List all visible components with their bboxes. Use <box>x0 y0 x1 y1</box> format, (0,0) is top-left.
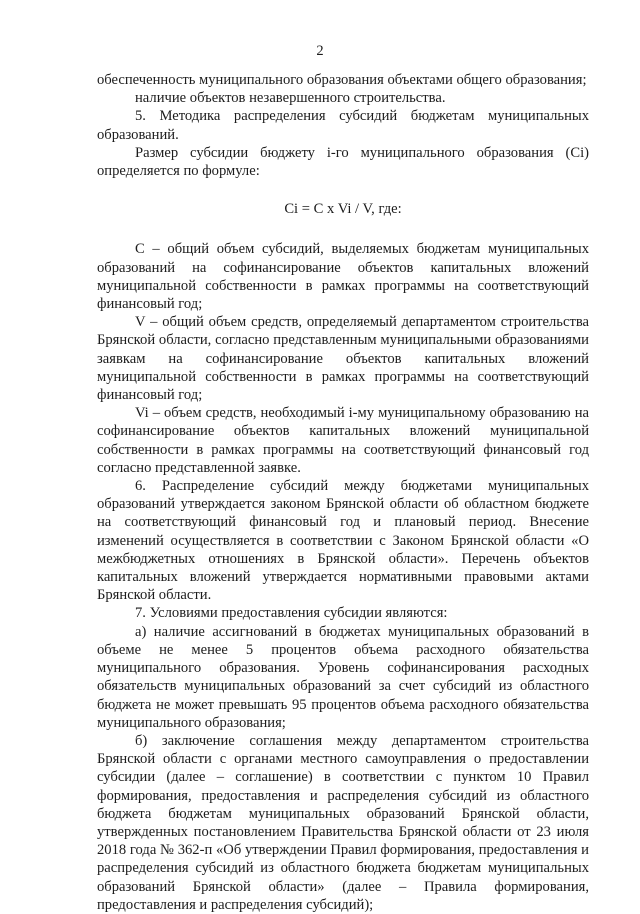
formula: Ci = C x Vi / V, где: <box>284 201 402 218</box>
paragraph-condition-b: б) заключение соглашения между департаментом строительства Брянской области с органами местного самоуправления о предоставлении субсидии (далее – соглашение) в соответствии с пунктом 10 Правил формирования, предоставления и распределения субсидий из областного бюджета бюджетам муниципальных образований Брянской области, утвержденных постановлением Правительства Брянской области от 23 июля 2018 года № 362-п «Об утверждении Правил формирования, предоставления и распределения субсидий из областного бюджета бюджетам муниципальных образований Брянской области» (далее – Правила формирования, предоставления и распределения субсидий); <box>97 732 589 913</box>
paragraph-unfinished-construction: наличие объектов незавершенного строительства. <box>135 90 446 107</box>
paragraph-subsidy-size: Размер субсидии бюджету i-го муниципального образования (Ci) определяется по формуле: <box>97 144 589 180</box>
paragraph-condition-a: а) наличие ассигнований в бюджетах муниципальных образований в объеме не менее 5 процентов объема расходного обязательства муниципального образования. Уровень софинансирования расходных обязательств муниципальных образований за счет субсидий из областного бюджета не может превышать 95 процентов объема расходного обязательства муниципального образования; <box>97 623 589 731</box>
document-body <box>97 71 589 914</box>
paragraph-provision-education: обеспеченность муниципального образования объектами общего образования; <box>97 72 587 88</box>
paragraph-definition-v: V – общий объем средств, определяемый департаментом строительства Брянской области, согласно представленным муниципальными образованиями заявкам на софинансирование объектов капитальных вложений муниципальной собственности в рамках программы на соответствующий финансовый год; <box>97 314 589 404</box>
paragraph-definition-vi: Vi – объем средств, необходимый i-му муниципальному образованию на софинансирование объектов капитальных вложений муниципальной собственности в рамках программы на соответствующий финансовый год согласно представленной заявке. <box>97 405 589 476</box>
page-number: 2 <box>316 43 324 59</box>
paragraph-section-5-heading: 5. Методика распределения субсидий бюджетам муниципальных образований. <box>97 108 589 143</box>
paragraph-section-7-heading: 7. Условиями предоставления субсидии являются: <box>135 605 448 622</box>
paragraph-section-6: 6. Распределение субсидий между бюджетами муниципальных образований утверждается законом Брянской области об областном бюджете на соответствующий финансовый год и плановый период. Внесение изменений осуществляется в соответствии с Законом Брянской области «О межбюджетных отношениях в Брянской области». Перечень объектов капитальных вложений утверждается нормативными правовыми актами Брянской области. <box>97 478 589 604</box>
paragraph-definition-c: C – общий объем субсидий, выделяемых бюджетам муниципальных образований на софинансирование объектов капитальных вложений муниципальной собственности в рамках программы на соответствующий финансовый год; <box>97 241 589 313</box>
